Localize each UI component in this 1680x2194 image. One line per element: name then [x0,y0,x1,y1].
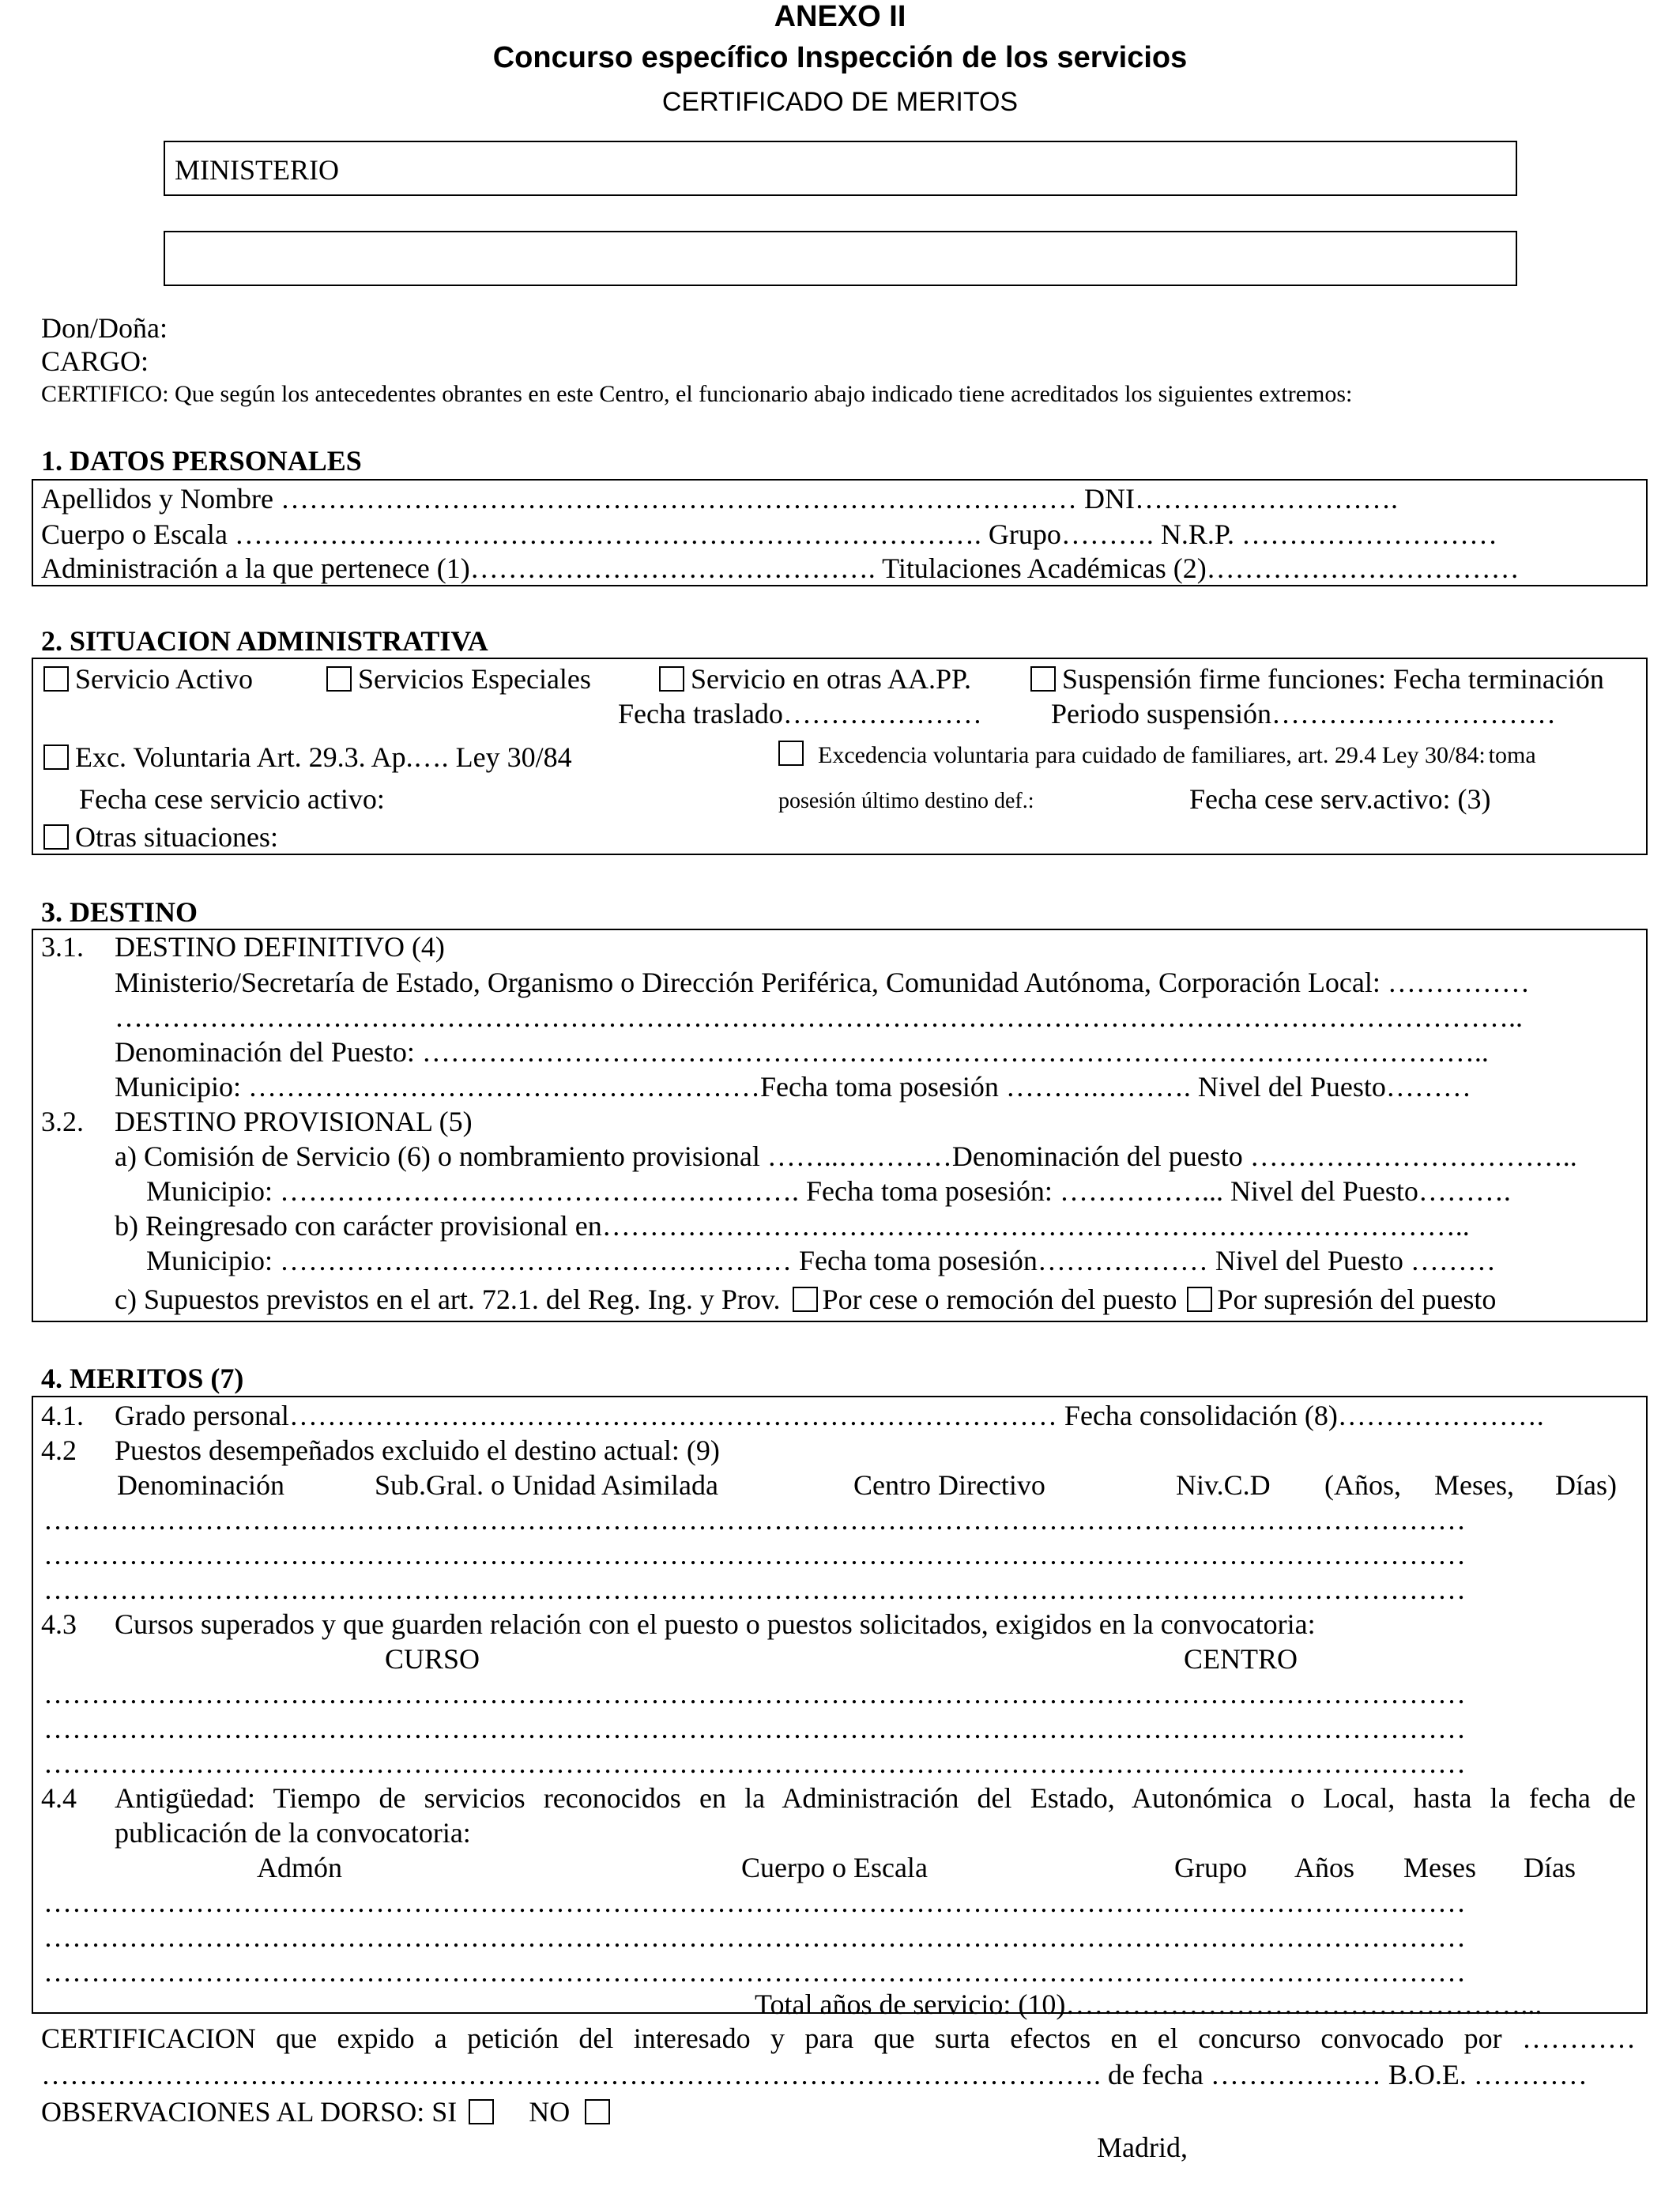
destino-provisional-title: DESTINO PROVISIONAL (5) [115,1106,473,1137]
cese-remocion-label: Por cese o remoción del puesto [822,1284,1177,1315]
posesion-ultimo-destino-field[interactable]: posesión último destino def.: [778,789,1034,813]
ministerio-organismo-field[interactable]: Ministerio/Secretaría de Estado, Organismo o Dirección Periférica, Comunidad Autónoma, Corporación Local: …………… [115,967,1530,998]
municipio-comision-field[interactable]: Municipio: ………………………………………………. Fecha toma posesión: ……………... Nivel del Puesto………. [146,1175,1511,1207]
antiguedad-text-2: publicación de la convocatoria: [115,1817,471,1849]
checkbox-label: Servicios Especiales [358,663,591,695]
periodo-suspension-field[interactable]: Periodo suspensión………………………… [1051,698,1556,729]
item-number-4-1: 4.1. [41,1400,84,1431]
col-anos: (Años, [1324,1469,1401,1501]
checkbox-square[interactable] [659,666,684,692]
certificacion-line: CERTIFICACION que expido a petición del interesado y para que surta efectos en el concurso convocado por ………… [41,2022,1636,2054]
item-number-4-4: 4.4 [41,1782,77,1814]
cursos-row[interactable]: …………………………………………………………………………………………………………………………………… [43,1713,1466,1744]
checkbox-square[interactable] [43,666,69,692]
puestos-row[interactable]: …………………………………………………………………………………………………………………………………… [43,1539,1466,1570]
col-meses: Meses, [1434,1469,1514,1501]
col-meses-2: Meses [1403,1852,1476,1883]
item-number-4-2: 4.2 [41,1434,77,1466]
checkbox-otras-situaciones[interactable] [43,820,278,854]
checkbox-excedencia-familiares[interactable] [778,741,1536,769]
checkbox-square[interactable] [43,824,69,850]
certifico-text: CERTIFICO: Que según los antecedentes obrantes en este Centro, el funcionario abajo indicado tiene acreditados los siguientes extremos: [41,381,1353,407]
col-curso: CURSO [385,1643,480,1675]
madrid-place: Madrid, [1097,2132,1188,2163]
checkbox-observaciones-si[interactable] [469,2099,494,2124]
checkbox-label: Otras situaciones: [75,821,278,853]
no-label: NO [529,2096,571,2128]
municipio-reingresado-field[interactable]: Municipio: ……………………………………………… Fecha toma posesión……………… Nivel del Puesto ……… [146,1245,1496,1276]
antiguedad-row[interactable]: …………………………………………………………………………………………………………………………………… [43,1956,1466,1988]
cursos-row[interactable]: …………………………………………………………………………………………………………………………………… [43,1747,1466,1779]
puestos-row[interactable]: …………………………………………………………………………………………………………………………………… [43,1574,1466,1605]
grado-personal-field[interactable]: Grado personal……………………………………………………………………… Fecha consolidación (8)…………………. [115,1400,1544,1431]
ministry-box[interactable] [164,141,1517,196]
municipio-definitivo-field[interactable]: Municipio: ………………………………………………Fecha toma posesión ……….………. Nivel del Puesto……… [115,1071,1471,1103]
observaciones-line [41,2095,616,2128]
col-dias: Días) [1555,1469,1617,1501]
supuestos-text: c) Supuestos previstos en el art. 72.1. del Reg. Ing. y Prov. [115,1284,781,1315]
col-admon: Admón [257,1852,342,1883]
reingresado-field[interactable]: b) Reingresado con carácter provisional en……………………………………………………………………………….. [115,1210,1470,1242]
puestos-desempenados-title: Puestos desempeñados excluido el destino actual: (9) [115,1434,720,1466]
checkbox-otras-aapp[interactable] [659,662,971,696]
contest-title: Concurso específico Inspección de los servicios [492,41,1188,74]
total-anos-servicio-field[interactable]: Total años de servicio: (10)…………………………………………... [755,1989,1543,2020]
fecha-traslado-field[interactable]: Fecha traslado………………… [618,698,982,729]
cargo-field: CARGO: [41,345,149,377]
cursos-title: Cursos superados y que guarden relación con el puesto o puestos solicitados, exigidos en la convocatoria: [115,1608,1316,1640]
checkbox-label: Servicio Activo [75,663,253,695]
section-meritos-title: 4. MERITOS (7) [41,1363,244,1394]
checkbox-servicio-activo[interactable] [43,662,253,696]
section-personal-data-title: 1. DATOS PERSONALES [41,445,362,477]
antiguedad-row[interactable]: …………………………………………………………………………………………………………………………………… [43,1887,1466,1918]
checkbox-suspension[interactable] [1030,662,1604,696]
fecha-boe-line[interactable]: …………………………………………………………………………………………………. de fecha ……………… B.O.E. ………… [41,2059,1588,2090]
toma-text: toma [1488,742,1536,768]
name-dni-line[interactable]: Apellidos y Nombre ………………………………………………………………………… DNI………………………. [41,483,1398,515]
certificate-title: CERTIFICADO DE MERITOS [661,87,1019,117]
col-anos-2: Años [1294,1852,1355,1883]
item-number-4-3: 4.3 [41,1608,77,1640]
section-destino-title: 3. DESTINO [41,896,198,928]
administracion-titulaciones-line[interactable]: Administración a la que pertenece (1)……………………………………. Titulaciones Académicas (2)…………………………… [41,552,1520,584]
checkbox-exc-voluntaria[interactable] [43,741,572,774]
cuerpo-grupo-nrp-line[interactable]: Cuerpo o Escala ……………………………………………………………………. Grupo………. N.R.P. ……………………… [41,518,1497,550]
col-denominacion: Denominación [117,1469,284,1501]
checkbox-cese-remocion[interactable] [793,1287,818,1312]
checkbox-square[interactable] [1030,666,1056,692]
checkbox-square[interactable] [43,745,69,770]
col-subgral: Sub.Gral. o Unidad Asimilada [375,1469,718,1501]
don-dona-field: Don/Doña: [41,312,168,344]
checkbox-label: Excedencia voluntaria para cuidado de familiares, art. 29.4 Ley 30/84: [818,742,1486,768]
antiguedad-line: Antigüedad: Tiempo de servicios reconocidos en la Administración del Estado, Autonómica o Local, hasta la fecha de [115,1782,1636,1814]
ministry-detail-box[interactable] [164,231,1517,286]
destino-definitivo-title: DESTINO DEFINITIVO (4) [115,931,445,963]
checkbox-observaciones-no[interactable] [585,2099,610,2124]
section-admin-status-title: 2. SITUACION ADMINISTRATIVA [41,625,488,657]
col-centro-directivo: Centro Directivo [853,1469,1045,1501]
item-number-3-1: 3.1. [41,931,84,963]
comision-servicio-field[interactable]: a) Comisión de Servicio (6) o nombramiento provisional ……..…………Denominación del puesto …………………………….. [115,1140,1577,1172]
col-cuerpo-escala: Cuerpo o Escala [741,1852,928,1883]
item-number-3-2: 3.2. [41,1106,84,1137]
denominacion-puesto-field[interactable]: Denominación del Puesto: ………………………………………………………………………………………………….. [115,1036,1489,1068]
checkbox-label: Suspensión firme funciones: Fecha terminación [1062,663,1604,695]
observaciones-label: OBSERVACIONES AL DORSO: SI [41,2096,458,2128]
checkbox-square[interactable] [778,741,804,766]
fecha-cese-servicio-activo-field[interactable]: Fecha cese servicio activo: [79,783,385,815]
checkbox-label: Servicio en otras AA.PP. [691,663,971,695]
checkbox-label: Exc. Voluntaria Art. 29.3. Ap.…. Ley 30/84 [75,741,572,773]
antiguedad-row[interactable]: …………………………………………………………………………………………………………………………………… [43,1921,1466,1953]
puestos-row[interactable]: …………………………………………………………………………………………………………………………………… [43,1504,1466,1536]
fecha-cese-serv-activo-field[interactable]: Fecha cese serv.activo: (3) [1189,783,1491,815]
supuestos-art-72-line [115,1283,1496,1316]
col-nivel-cd: Niv.C.D [1176,1469,1271,1501]
col-centro: CENTRO [1184,1643,1298,1675]
supresion-label: Por supresión del puesto [1217,1284,1497,1315]
ministerio-organismo-continuation[interactable]: ………………………………………………………………………………………………………………………………….. [115,1001,1523,1033]
checkbox-square[interactable] [326,666,352,692]
antiguedad-text [115,1781,1636,1815]
checkbox-servicios-especiales[interactable] [326,662,591,696]
annex-title: ANEXO II [774,0,906,33]
ministry-label: MINISTERIO [175,154,339,186]
col-grupo: Grupo [1174,1852,1247,1883]
col-dias-2: Días [1524,1852,1576,1883]
cursos-row[interactable]: …………………………………………………………………………………………………………………………………… [43,1678,1466,1710]
checkbox-supresion[interactable] [1187,1287,1212,1312]
